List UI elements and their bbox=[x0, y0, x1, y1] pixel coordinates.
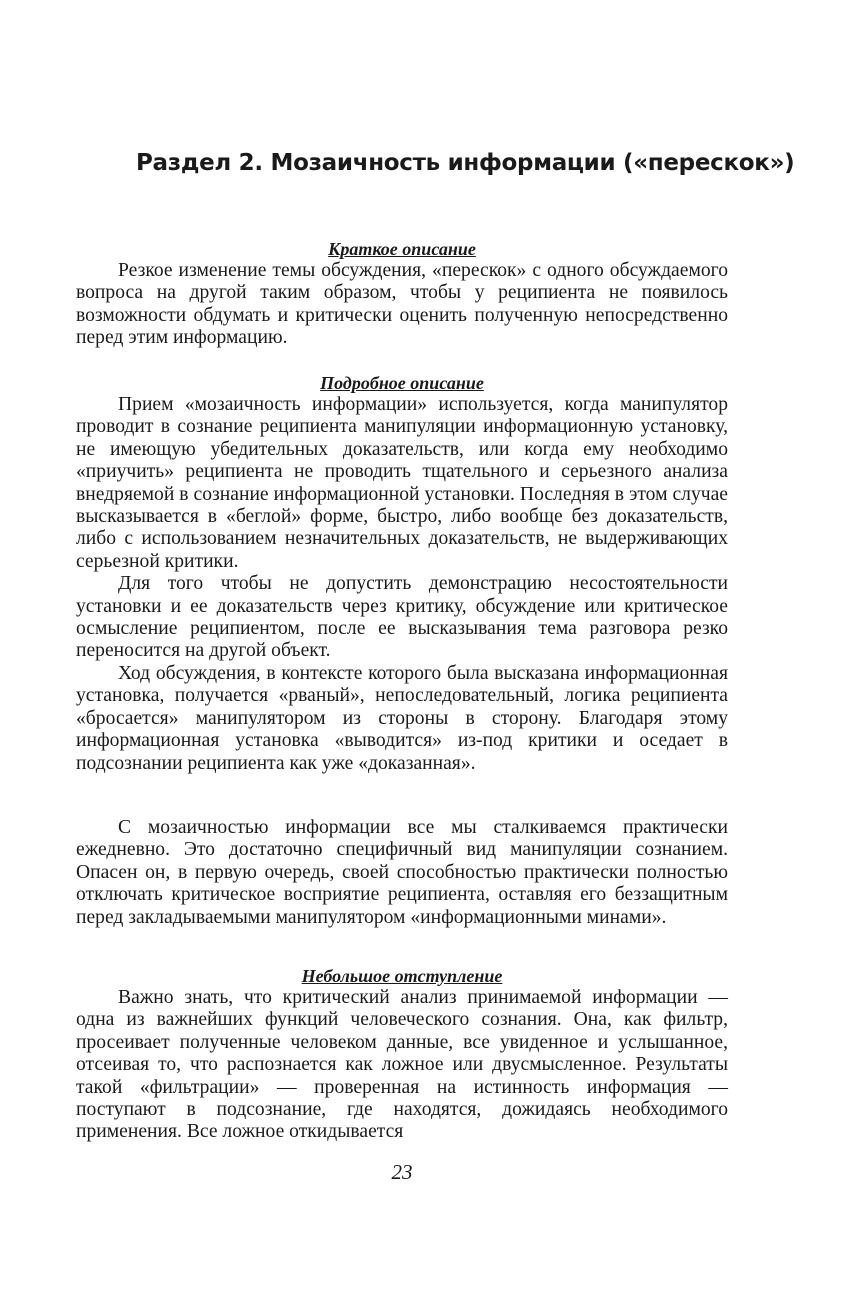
summary-section bbox=[76, 817, 728, 929]
detailed-paragraph-1: Прием «мозаичность информации» используется, когда манипулятор проводит в сознание реципиента манипуляции информационную установку, не имеющую убедительных доказательств, или когда ему необходимо «приучить» реципиента не проводить тщательного и серьезного анализа внедряемой в сознание информационной установки. Последняя в этом случае высказывается в «беглой» форме, быстро, либо вообще без доказательств, либо с использованием незначительных доказательств, не выдерживающих серьезной критики. bbox=[76, 394, 728, 572]
detailed-description-heading: Подробное описание bbox=[320, 373, 484, 393]
brief-description-paragraph: Резкое изменение темы обсуждения, «перескок» с одного обсуждаемого вопроса на другой таким образом, чтобы у реципиента не появилось возможности обдумать и критически оценить полученную непосредственно перед этим информацию. bbox=[76, 260, 728, 349]
summary-paragraph: С мозаичностью информации все мы сталкиваемся практически ежедневно. Это достаточно специфичный вид манипуляции сознанием. Опасен он, в первую очередь, своей способностью практически полностью отключать критическое восприятие реципиента, оставляя его беззащитным перед закладываемыми манипулятором «информационными минами». bbox=[76, 817, 728, 928]
section-title: Раздел 2. Мозаичность информации («перескок») bbox=[136, 150, 795, 176]
detailed-paragraph-2: Для того чтобы не допустить демонстрацию несостоятельности установки и ее доказательств через критику, обсуждение или критическое осмысление реципиентом, после ее высказывания тема разговора резко переносится на другой объект. bbox=[76, 573, 728, 662]
page-number: 23 bbox=[391, 1160, 413, 1184]
brief-description-section bbox=[76, 238, 728, 350]
brief-description-heading: Краткое описание bbox=[328, 239, 476, 259]
detailed-paragraph-3: Ход обсуждения, в контексте которого была высказана информационная установка, получается «рваный», непоследовательный, логика реципиента «бросается» манипулятором из стороны в сторону. Благодаря этому информационная установка «выводится» из-под критики и оседает в подсознании реципиента как уже «доказанная». bbox=[76, 662, 728, 774]
detailed-description-section bbox=[76, 372, 728, 775]
digression-heading: Небольшое отступление bbox=[301, 966, 503, 986]
digression-paragraph: Важно знать, что критический анализ принимаемой информации — одна из важнейших функций человеческого сознания. Она, как фильтр, просеивает полученные человеком данные, все увиденное и услышанное, отсеивая то, что распознается как ложное или двусмысленное. Результаты такой «фильтрации» — проверенная на истинность информация — поступают в подсознание, где находятся, дожидаясь необходимого применения. Все ложное откидывается bbox=[76, 987, 728, 1143]
digression-section bbox=[76, 965, 728, 1144]
